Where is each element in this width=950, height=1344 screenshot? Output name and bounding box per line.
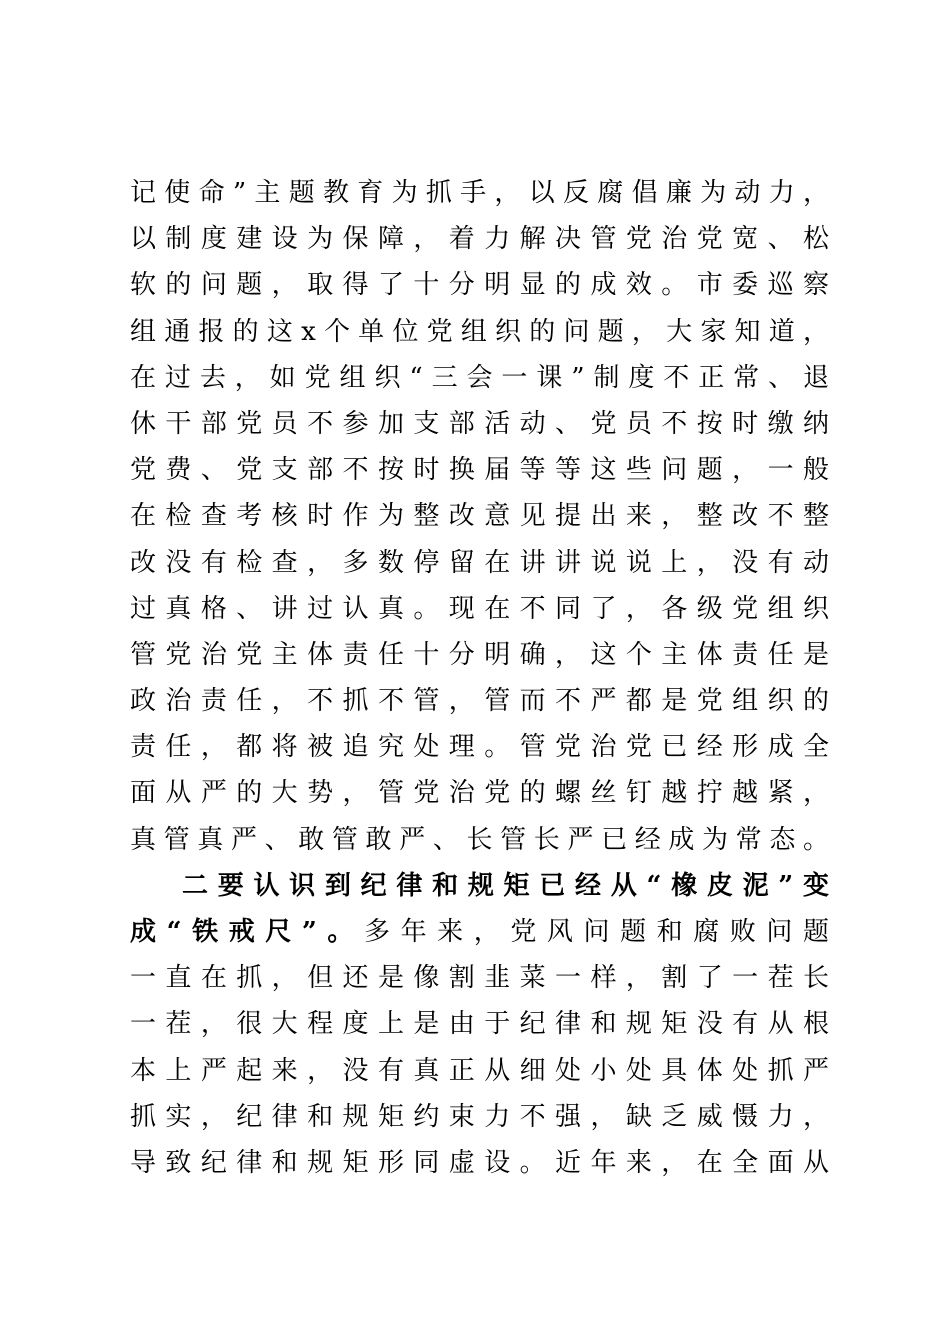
text-line: 本上严起来，没有真正从细处小处具体处抓严 xyxy=(130,1055,830,1086)
text-line: 改没有检查，多数停留在讲讲说说上，没有动 xyxy=(130,547,830,578)
text-line-mixed xyxy=(130,909,830,955)
section-heading-line: 二要认识到纪律和规矩已经从“橡皮泥”变 xyxy=(182,870,830,901)
text-line: 一茬，很大程度上是由于纪律和规矩没有从根 xyxy=(130,1009,830,1040)
text-line: 一直在抓，但还是像割韭菜一样，割了一茬长 xyxy=(130,963,830,994)
text-line: 面从严的大势，管党治党的螺丝钉越拧越紧， xyxy=(130,778,830,809)
text-line: 管党治党主体责任十分明确，这个主体责任是 xyxy=(130,639,830,670)
text-line: 记使命”主题教育为抓手，以反腐倡廉为动力， xyxy=(130,178,830,208)
section-heading-end: 成“铁戒尺”。 xyxy=(130,917,364,947)
text-line: 真管真严、敢管敢严、长管长严已经成为常态。 xyxy=(130,824,830,855)
text-line: 责任，都将被追究处理。管党治党已经形成全 xyxy=(130,732,830,763)
text-line: 抓实，纪律和规矩约束力不强，缺乏威慑力， xyxy=(130,1101,830,1132)
body-text xyxy=(130,170,830,1186)
text-line: 过真格、讲过认真。现在不同了，各级党组织 xyxy=(130,593,830,624)
text-line: 导致纪律和规矩形同虚设。近年来，在全面从 xyxy=(130,1147,830,1178)
text-line: 以制度建设为保障，着力解决管党治党宽、松 xyxy=(130,224,830,255)
text-line: 软的问题，取得了十分明显的成效。市委巡察 xyxy=(130,270,830,301)
text-line: 党费、党支部不按时换届等等这些问题，一般 xyxy=(130,455,830,486)
text-line: 休干部党员不参加支部活动、党员不按时缴纳 xyxy=(130,408,830,439)
text-line: 在检查考核时作为整改意见提出来，整改不整 xyxy=(130,501,830,532)
text-run: 多年来，党风问题和腐败问题 xyxy=(364,917,830,947)
text-line: 组通报的这x个单位党组织的问题，大家知道， xyxy=(130,316,830,347)
text-line: 在过去，如党组织“三会一课”制度不正常、退 xyxy=(130,362,830,393)
text-line: 政治责任，不抓不管，管而不严都是党组织的 xyxy=(130,686,830,717)
